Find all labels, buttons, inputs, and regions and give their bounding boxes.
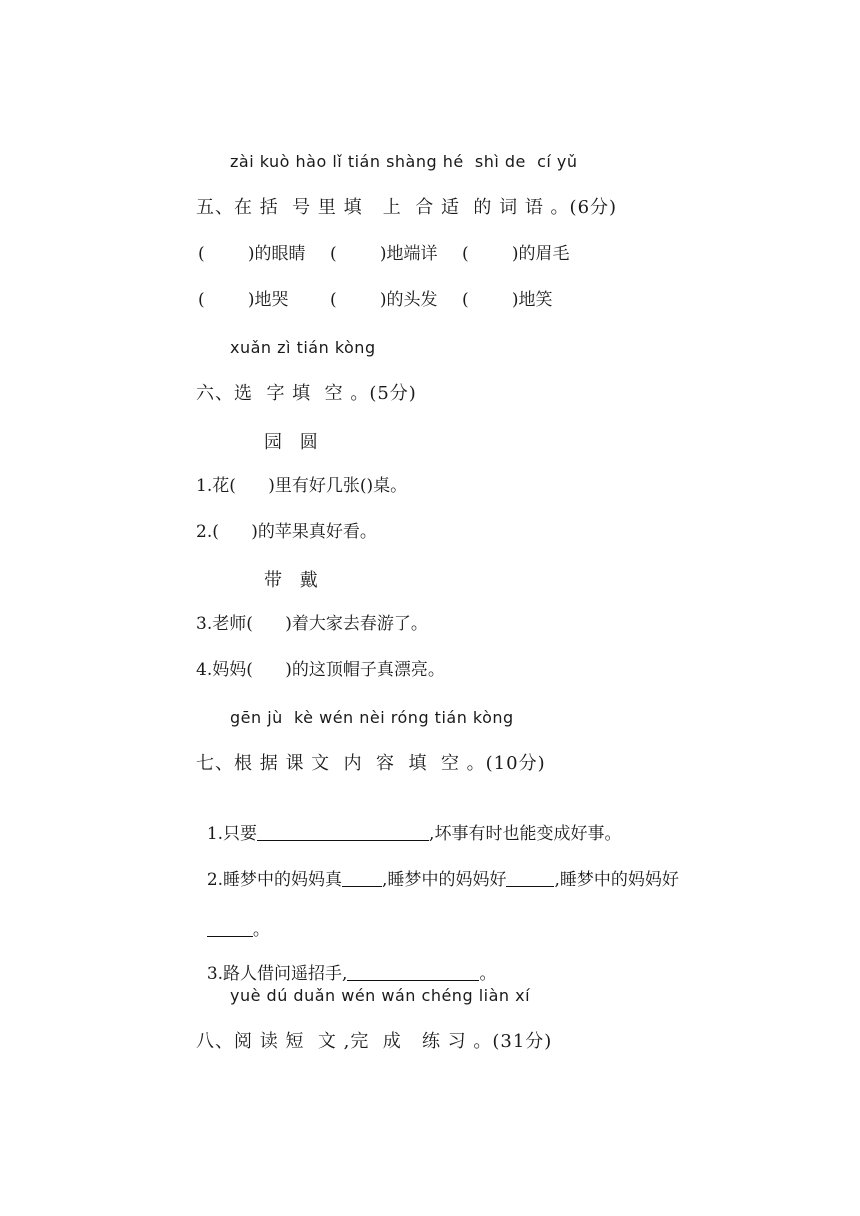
section7-question-1: [196, 798, 621, 846]
section7-question-2-cont: [196, 894, 270, 942]
section6-title: 六、选 字 填 空 。(5分): [196, 383, 417, 404]
section7-q2-part1: 2.睡梦中的妈妈真: [206, 870, 343, 890]
section7-q2-part2: ,睡梦中的妈妈好: [382, 870, 507, 890]
section7-q2-end: 。: [252, 920, 270, 940]
section5-blank-2: ( )地端详: [330, 244, 438, 264]
section7-q1-suffix: ,坏事有时也能变成好事。: [429, 824, 622, 844]
section7-q3-suffix: 。: [479, 964, 497, 984]
answer-blank-3: [506, 868, 554, 887]
section5-blank-6: ( )地笑: [462, 290, 553, 310]
section6-question-1: 1.花( )里有好几张()桌。: [196, 476, 408, 496]
section6-options-1: 园 圆: [264, 432, 324, 453]
answer-blank-4: [207, 918, 253, 937]
section7-question-2: [196, 844, 679, 892]
section8-pinyin: yuè dú duǎn wén wán chéng liàn xí: [230, 986, 531, 1005]
section5-blank-1: ( )的眼睛: [198, 244, 306, 264]
answer-blank-5: [347, 962, 479, 981]
section7-q2-part3: ,睡梦中的妈妈好: [554, 870, 679, 890]
section7-q3-prefix: 3.路人借问遥招手,: [206, 964, 348, 984]
section7-title: 七、根 据 课 文 内 容 填 空 。(10分): [196, 753, 546, 774]
section5-blank-3: ( )的眉毛: [462, 244, 570, 264]
section6-question-3: 3.老师( )着大家去春游了。: [196, 614, 428, 634]
section5-pinyin: zài kuò hào lǐ tián shàng hé shì de cí yǔ: [230, 152, 578, 171]
section6-options-2: 带 戴: [264, 570, 324, 591]
section5-blank-4: ( )地哭: [198, 290, 289, 310]
section7-q1-prefix: 1.只要: [206, 824, 258, 844]
section8-title: 八、阅 读 短 文 ,完 成 练 习 。(31分): [196, 1031, 553, 1052]
section6-pinyin: xuǎn zì tián kòng: [230, 338, 376, 357]
section7-question-3: [196, 938, 496, 986]
section5-title: 五、在 括 号 里 填 上 合 适 的 词 语 。(6分): [196, 197, 618, 218]
section6-question-4: 4.妈妈( )的这顶帽子真漂亮。: [196, 660, 445, 680]
section6-question-2: 2.( )的苹果真好看。: [196, 522, 377, 542]
section7-pinyin: gēn jù kè wén nèi róng tián kòng: [230, 708, 514, 727]
answer-blank-1: [257, 822, 429, 841]
answer-blank-2: [342, 868, 382, 887]
section5-blank-5: ( )的头发: [330, 290, 438, 310]
